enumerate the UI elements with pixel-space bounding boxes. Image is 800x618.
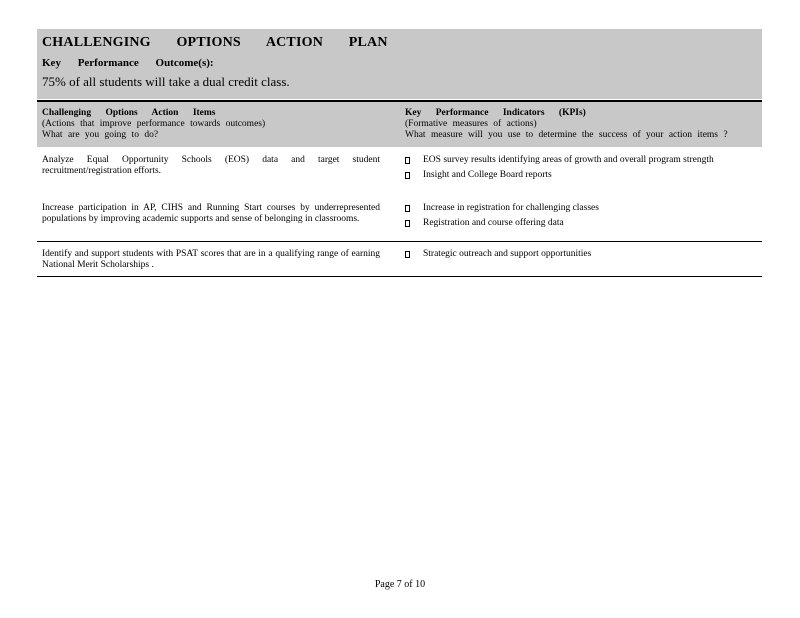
page-number: Page 7 of 10 xyxy=(374,579,426,590)
table-bottom-rule xyxy=(37,276,762,277)
list-item xyxy=(405,203,725,214)
list-item xyxy=(405,155,725,166)
checkbox-bullet-icon xyxy=(405,172,410,179)
plan-header xyxy=(37,29,762,99)
action-items-title: Challenging Options Action Items xyxy=(42,108,216,118)
kpi-text: Increase in registration for challenging classes xyxy=(423,203,599,213)
action-item-text: Analyze Equal Opportunity Schools (EOS) data and target student recruitment/registration efforts. xyxy=(42,155,380,176)
kpi-title: Key Performance Indicators (KPIs) xyxy=(405,108,586,118)
checkbox-bullet-icon xyxy=(405,157,410,164)
kpi-subtitle: (Formative measures of actions) xyxy=(405,119,537,129)
key-performance-outcomes-label: Key Performance Outcome(s): xyxy=(42,57,214,69)
list-item xyxy=(405,170,725,181)
list-item xyxy=(405,249,725,260)
column-header-row xyxy=(37,102,762,147)
action-items-subtitle: (Actions that improve performance towards outcomes) xyxy=(42,119,266,129)
checkbox-bullet-icon xyxy=(405,220,410,227)
kpi-list xyxy=(405,155,725,185)
checkbox-bullet-icon xyxy=(405,251,410,258)
list-item xyxy=(405,218,725,229)
action-items-header xyxy=(42,108,392,141)
row-divider xyxy=(37,241,762,242)
kpi-text: EOS survey results identifying areas of growth and overall program strength xyxy=(423,155,714,165)
kpi-list xyxy=(405,203,725,233)
action-items-question: What are you going to do? xyxy=(42,130,159,140)
checkbox-bullet-icon xyxy=(405,205,410,212)
kpi-list xyxy=(405,249,725,264)
kpi-text: Insight and College Board reports xyxy=(423,170,552,180)
kpi-question: What measure will you use to determine the success of your action items ? xyxy=(405,130,728,140)
kpi-header xyxy=(405,108,760,141)
kpi-text: Registration and course offering data xyxy=(423,218,564,228)
outcome-statement: 75% of all students will take a dual credit class. xyxy=(42,74,290,89)
action-item-text: Increase participation in AP, CIHS and Running Start courses by underrepresented populations by improving academic supports and sense of belonging in classrooms. xyxy=(42,203,380,224)
kpi-text: Strategic outreach and support opportunities xyxy=(423,249,592,259)
page-title: CHALLENGING OPTIONS ACTION PLAN xyxy=(42,35,388,50)
action-item-text: Identify and support students with PSAT scores that are in a qualifying range of earning National Merit Scholarships . xyxy=(42,249,380,270)
